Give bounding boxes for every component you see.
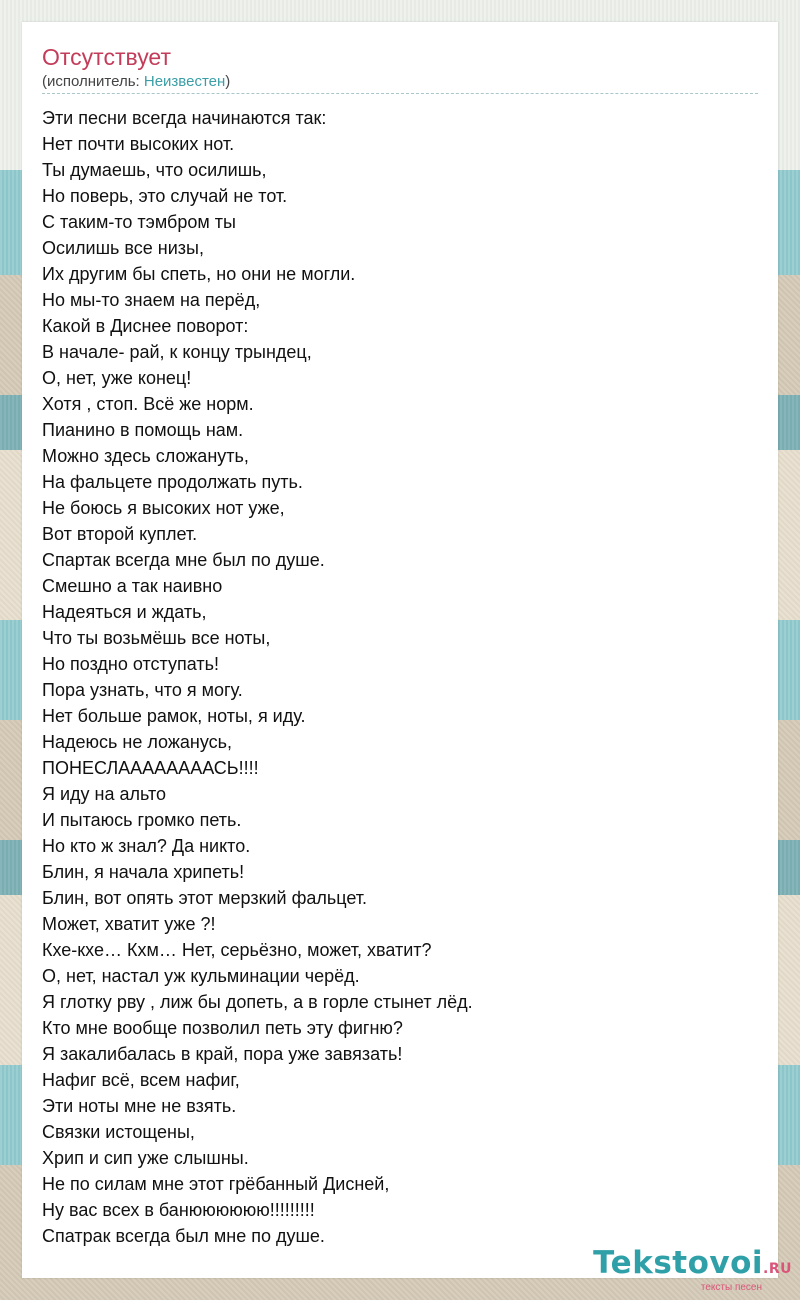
lyric-line: Не по силам мне этот грёбанный Дисней, bbox=[42, 1174, 390, 1194]
lyric-line: Вот второй куплет. bbox=[42, 524, 198, 544]
lyric-line: И пытаюсь громко петь. bbox=[42, 810, 242, 830]
lyric-line: Смешно а так наивно bbox=[42, 576, 223, 596]
lyric-line: Спартак всегда мне был по душе. bbox=[42, 550, 325, 570]
lyric-line: Какой в Диснее поворот: bbox=[42, 316, 249, 336]
lyric-line: Надеяться и ждать, bbox=[42, 602, 207, 622]
lyric-line: Я глотку рву , лиж бы допеть, а в горле стынет лёд. bbox=[42, 992, 473, 1012]
lyric-line: В начале- рай, к концу трындец, bbox=[42, 342, 312, 362]
lyric-line: Связки истощены, bbox=[42, 1122, 195, 1142]
lyric-line: Ну вас всех в банюююююю!!!!!!!!! bbox=[42, 1200, 315, 1220]
lyric-line: Осилишь все низы, bbox=[42, 238, 204, 258]
artist-prefix: (исполнитель: bbox=[42, 73, 144, 90]
lyric-line: Кто мне вообще позволил петь эту фигню? bbox=[42, 1018, 403, 1038]
lyric-line: Но поверь, это случай не тот. bbox=[42, 186, 288, 206]
lyric-line: Я иду на альто bbox=[42, 784, 167, 804]
lyric-line: Хотя , стоп. Всё же норм. bbox=[42, 394, 254, 414]
lyric-line: Но поздно отступать! bbox=[42, 654, 219, 674]
lyric-line: Нет почти высоких нот. bbox=[42, 134, 235, 154]
lyric-line: Пианино в помощь нам. bbox=[42, 420, 244, 440]
lyric-line: Хрип и сип уже слышны. bbox=[42, 1148, 249, 1168]
lyric-line: Можно здесь сложануть, bbox=[42, 446, 249, 466]
title-divider bbox=[42, 93, 758, 94]
lyric-line: Может, хватит уже ?! bbox=[42, 914, 216, 934]
logo-wordmark bbox=[593, 1246, 792, 1286]
lyric-line: Я закалибалась в край, пора уже завязать! bbox=[42, 1044, 403, 1064]
lyrics-card bbox=[22, 22, 778, 1278]
lyric-line: Эти песни всегда начинаются так: bbox=[42, 108, 327, 128]
lyric-line: Надеюсь не ложанусь, bbox=[42, 732, 233, 752]
lyric-line: О, нет, уже конец! bbox=[42, 368, 192, 388]
lyric-line: Эти ноты мне не взять. bbox=[42, 1096, 237, 1116]
lyric-line: Блин, я начала хрипеть! bbox=[42, 862, 245, 882]
lyric-line: Нет больше рамок, ноты, я иду. bbox=[42, 706, 306, 726]
lyric-line: На фальцете продолжать путь. bbox=[42, 472, 303, 492]
lyric-line: Что ты возьмёшь все ноты, bbox=[42, 628, 271, 648]
lyric-line: ПОНЕСЛААААААААСЬ!!!! bbox=[42, 758, 259, 778]
lyric-line: Пора узнать, что я могу. bbox=[42, 680, 243, 700]
lyric-line: Спатрак всегда был мне по душе. bbox=[42, 1226, 325, 1246]
lyric-line: Ты думаешь, что осилишь, bbox=[42, 160, 267, 180]
lyric-line: Но кто ж знал? Да никто. bbox=[42, 836, 251, 856]
lyric-line: С таким-то тэмбром ты bbox=[42, 212, 236, 232]
lyrics-list bbox=[42, 105, 762, 1249]
lyric-line: Нафиг всё, всем нафиг, bbox=[42, 1070, 240, 1090]
song-artist-line bbox=[42, 73, 230, 91]
lyric-line: Но мы-то знаем на перёд, bbox=[42, 290, 261, 310]
lyric-line: Кхе-кхе… Кхм… Нет, серьёзно, может, хватит? bbox=[42, 940, 432, 960]
artist-suffix: ) bbox=[225, 73, 231, 90]
logo-name: Tekstovoi bbox=[593, 1245, 764, 1281]
site-logo[interactable] bbox=[593, 1246, 792, 1294]
lyric-line: О, нет, настал уж кульминации черёд. bbox=[42, 966, 360, 986]
lyric-line: Их другим бы спеть, но они не могли. bbox=[42, 264, 356, 284]
lyric-line: Не боюсь я высоких нот уже, bbox=[42, 498, 285, 518]
artist-link[interactable]: Неизвестен bbox=[143, 73, 226, 90]
song-title: Отсутствует bbox=[42, 44, 171, 70]
logo-tagline: тексты песен bbox=[700, 1282, 762, 1293]
lyric-line: Блин, вот опять этот мерзкий фальцет. bbox=[42, 888, 368, 908]
logo-domain: .RU bbox=[763, 1261, 792, 1277]
